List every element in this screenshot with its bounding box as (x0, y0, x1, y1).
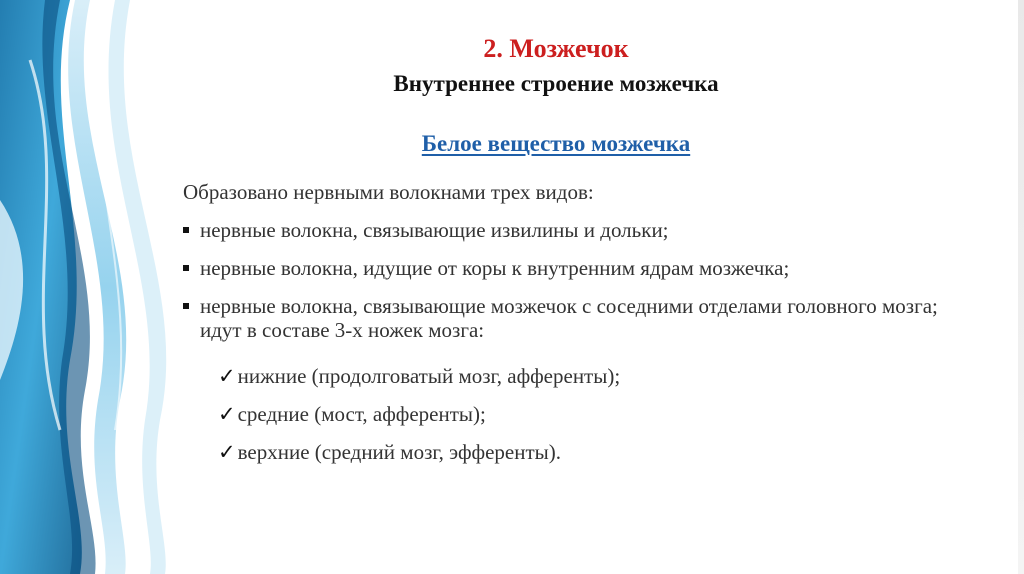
peduncles-list (218, 364, 620, 478)
list-item-text: верхние (средний мозг, эфференты). (237, 440, 561, 464)
list-item (218, 364, 620, 388)
intro-text: Образовано нервными волокнами трех видов: (183, 180, 594, 204)
list-item (183, 218, 963, 242)
list-item-text: нервные волокна, связывающие мозжечок с соседними отделами головного мозга; идут в составе 3-х ножек мозга: (200, 294, 938, 342)
list-item-text: нервные волокна, связывающие извилины и дольки; (200, 218, 669, 242)
fiber-types-list (183, 218, 963, 356)
checkmark-icon: ✓ (218, 440, 236, 464)
square-bullet-icon (183, 227, 189, 233)
list-item (183, 256, 963, 280)
checkmark-icon: ✓ (218, 402, 236, 426)
slide-subtitle: Внутреннее строение мозжечка (393, 71, 719, 96)
list-item (218, 402, 620, 426)
list-item-text: средние (мост, афференты); (237, 402, 486, 426)
square-bullet-icon (183, 303, 189, 309)
list-item (218, 440, 620, 464)
slide-title: 2. Мозжечок (483, 34, 629, 63)
list-item-text: нижние (продолговатый мозг, афференты); (237, 364, 621, 388)
square-bullet-icon (183, 265, 189, 271)
checkmark-icon: ✓ (218, 364, 236, 388)
list-item-text: нервные волокна, идущие от коры к внутренним ядрам мозжечка; (200, 256, 790, 280)
list-item (183, 294, 963, 342)
section-heading: Белое вещество мозжечка (421, 131, 691, 156)
